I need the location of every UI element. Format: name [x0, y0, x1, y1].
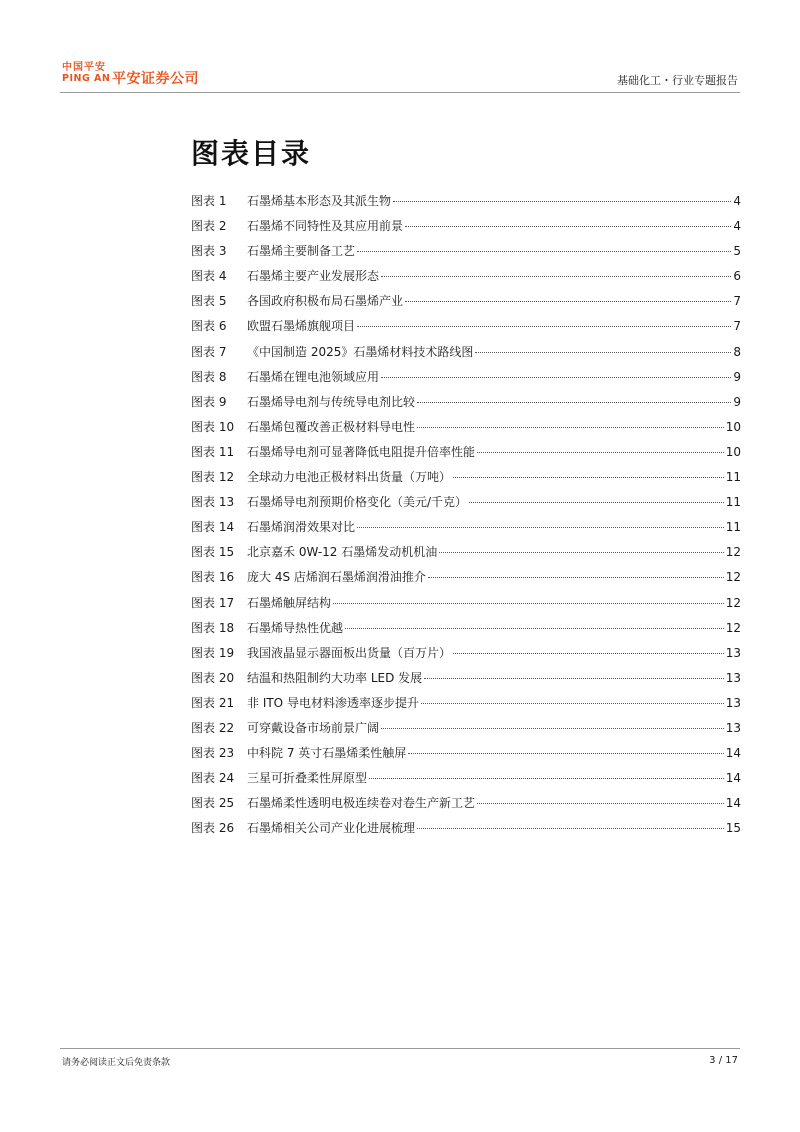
- toc-entry[interactable]: [191, 670, 741, 695]
- ping-an-logo: [62, 62, 212, 92]
- toc-entry-label: 图表 8: [191, 369, 227, 384]
- toc-entry[interactable]: [191, 344, 741, 369]
- toc-entry[interactable]: [191, 519, 741, 544]
- toc-entry-label: 图表 25: [191, 796, 235, 811]
- toc-entry-page: 7: [733, 319, 741, 334]
- toc-entry-title: 石墨烯主要产业发展形态: [247, 269, 380, 284]
- toc-entry[interactable]: [191, 218, 741, 243]
- toc-entry-page: 11: [725, 520, 741, 535]
- toc-entry-leader: [417, 402, 731, 403]
- toc-entry-label: 图表 1: [191, 194, 227, 208]
- toc-entry-leader: [393, 201, 731, 202]
- toc-entry-title: 三星可折叠柔性屏原型: [247, 771, 368, 786]
- toc-entry[interactable]: [191, 469, 741, 494]
- toc-entry-leader: [417, 828, 724, 829]
- toc-entry-page: 15: [725, 821, 741, 836]
- toc-entry-title: 庞大 4S 店烯润石墨烯润滑油推介: [247, 570, 426, 585]
- toc-entry-title: 我国液晶显示器面板出货量（百万片）: [247, 645, 452, 660]
- toc-entry-label: 图表 23: [191, 746, 235, 761]
- page-title: 图表目录: [191, 137, 312, 170]
- footer-disclaimer: 请务必阅读正文后免责条款: [62, 1058, 171, 1068]
- toc-entry[interactable]: [191, 795, 741, 820]
- toc-entry-page: 13: [725, 695, 741, 710]
- toc-entry-page: 6: [733, 269, 741, 284]
- toc-entry-label: 图表 16: [191, 570, 235, 585]
- toc-entry[interactable]: [191, 369, 741, 394]
- toc-entry-leader: [369, 778, 724, 779]
- toc-entry-title: 结温和热阻制约大功率 LED 发展: [247, 670, 423, 685]
- toc-entry-title: 石墨烯在锂电池领域应用: [247, 369, 380, 384]
- logo-company-name: 平安证券公司: [112, 71, 199, 87]
- toc-entry-page: 14: [725, 771, 741, 786]
- toc-entry-title: 各国政府积极布局石墨烯产业: [247, 294, 404, 309]
- toc-entry-title: 北京嘉禾 0W-12 石墨烯发动机机油: [247, 545, 438, 560]
- toc-entry-page: 14: [725, 746, 741, 761]
- toc-entry-leader: [381, 276, 731, 277]
- toc-entry-page: 9: [733, 394, 741, 409]
- toc-entry-label: 图表 6: [191, 319, 227, 334]
- toc-entry-leader: [453, 653, 724, 654]
- toc-entry[interactable]: [191, 770, 741, 795]
- toc-entry[interactable]: [191, 444, 741, 469]
- toc-entry-leader: [357, 326, 731, 327]
- toc-entry-label: 图表 5: [191, 294, 227, 309]
- toc-entry-leader: [333, 603, 724, 604]
- toc-entry-page: 10: [725, 419, 741, 434]
- toc-entry-title: 中科院 7 英寸石墨烯柔性触屏: [247, 746, 407, 761]
- toc-entry-page: 12: [725, 545, 741, 560]
- toc-entry-page: 10: [725, 444, 741, 459]
- toc-entry[interactable]: [191, 243, 741, 268]
- toc-entry[interactable]: [191, 494, 741, 519]
- toc-entry-leader: [439, 552, 723, 553]
- page-header: [0, 0, 800, 100]
- toc-entry-page: 5: [733, 244, 741, 259]
- toc-entry-leader: [381, 377, 731, 378]
- toc-entry-leader: [405, 301, 731, 302]
- figure-toc-list: [191, 193, 741, 845]
- toc-entry-title: 《中国制造 2025》石墨烯材料技术路线图: [247, 344, 474, 359]
- toc-entry[interactable]: [191, 620, 741, 645]
- toc-entry-label: 图表 19: [191, 645, 235, 660]
- toc-entry-title: 石墨烯包覆改善正极材料导电性: [247, 419, 416, 434]
- toc-entry-label: 图表 13: [191, 495, 235, 510]
- toc-entry-leader: [345, 628, 724, 629]
- toc-entry-page: 13: [725, 670, 741, 685]
- report-type: 基础化工・行业专题报告: [617, 74, 738, 87]
- toc-entry-title: 石墨烯基本形态及其派生物: [247, 194, 392, 208]
- toc-entry[interactable]: [191, 544, 741, 569]
- toc-entry-page: 9: [733, 369, 741, 384]
- toc-entry[interactable]: [191, 569, 741, 594]
- toc-entry-leader: [475, 352, 731, 353]
- toc-entry[interactable]: [191, 720, 741, 745]
- toc-entry-leader: [408, 753, 723, 754]
- toc-entry[interactable]: [191, 268, 741, 293]
- toc-entry[interactable]: [191, 695, 741, 720]
- toc-entry-title: 石墨烯导电剂可显著降低电阻提升倍率性能: [247, 444, 476, 459]
- toc-entry-label: 图表 10: [191, 419, 235, 434]
- toc-entry-leader: [453, 477, 724, 478]
- toc-entry-page: 14: [725, 796, 741, 811]
- toc-entry[interactable]: [191, 193, 741, 218]
- header-divider: [60, 92, 740, 93]
- toc-entry-leader: [381, 728, 724, 729]
- toc-entry-leader: [405, 226, 731, 227]
- toc-entry-label: 图表 18: [191, 620, 235, 635]
- toc-entry[interactable]: [191, 419, 741, 444]
- toc-entry-page: 13: [725, 645, 741, 660]
- toc-entry-title: 非 ITO 导电材料渗透率逐步提升: [247, 695, 419, 710]
- toc-entry-label: 图表 4: [191, 269, 227, 284]
- footer-divider: [60, 1048, 740, 1049]
- toc-entry-title: 欧盟石墨烯旗舰项目: [247, 319, 356, 334]
- toc-entry-label: 图表 7: [191, 344, 227, 359]
- toc-entry-title: 石墨烯导电剂与传统导电剂比较: [247, 394, 416, 409]
- toc-entry-leader: [421, 703, 724, 704]
- toc-entry-label: 图表 17: [191, 595, 235, 610]
- toc-entry-title: 石墨烯不同特性及其应用前景: [247, 219, 404, 234]
- logo-line2: PING AN: [62, 73, 111, 84]
- toc-entry-leader: [357, 251, 731, 252]
- toc-entry-title: 石墨烯主要制备工艺: [247, 244, 356, 259]
- toc-entry-leader: [477, 803, 724, 804]
- toc-entry-page: 12: [725, 570, 741, 585]
- toc-entry-label: 图表 24: [191, 771, 235, 786]
- toc-entry-leader: [424, 678, 724, 679]
- toc-entry-label: 图表 26: [191, 821, 235, 836]
- toc-entry[interactable]: [191, 820, 741, 845]
- toc-entry-label: 图表 9: [191, 394, 227, 409]
- toc-entry-leader: [428, 577, 724, 578]
- toc-entry-leader: [417, 427, 724, 428]
- logo-mark: [62, 62, 110, 84]
- toc-entry-page: 4: [733, 194, 741, 208]
- toc-entry-label: 图表 22: [191, 720, 235, 735]
- toc-entry[interactable]: [191, 394, 741, 419]
- toc-entry-title: 石墨烯导热性优越: [247, 620, 344, 635]
- toc-entry-label: 图表 11: [191, 444, 235, 459]
- toc-entry-label: 图表 15: [191, 545, 235, 560]
- toc-entry-page: 11: [725, 470, 741, 485]
- toc-entry-title: 石墨烯相关公司产业化进展梳理: [247, 821, 416, 836]
- toc-entry[interactable]: [191, 645, 741, 670]
- toc-entry-page: 12: [725, 595, 741, 610]
- toc-entry-label: 图表 20: [191, 670, 235, 685]
- toc-entry-page: 4: [733, 219, 741, 234]
- toc-entry-leader: [357, 527, 724, 528]
- toc-entry[interactable]: [191, 293, 741, 318]
- logo-line1: 中国平安: [62, 62, 106, 73]
- toc-entry-page: 12: [725, 620, 741, 635]
- toc-entry-label: 图表 14: [191, 520, 235, 535]
- toc-entry[interactable]: [191, 318, 741, 343]
- toc-entry-title: 石墨烯导电剂预期价格变化（美元/千克）: [247, 495, 468, 510]
- toc-entry-title: 石墨烯柔性透明电极连续卷对卷生产新工艺: [247, 796, 476, 811]
- toc-entry-page: 7: [733, 294, 741, 309]
- toc-entry-title: 石墨烯触屏结构: [247, 595, 332, 610]
- toc-entry-label: 图表 2: [191, 219, 227, 234]
- toc-entry-label: 图表 21: [191, 695, 235, 710]
- toc-entry-label: 图表 3: [191, 244, 227, 259]
- toc-entry-leader: [469, 502, 724, 503]
- footer-page-number: 3 / 17: [709, 1055, 738, 1066]
- toc-entry-title: 全球动力电池正极材料出货量（万吨）: [247, 470, 452, 485]
- toc-entry-title: 石墨烯润滑效果对比: [247, 520, 356, 535]
- toc-entry-title: 可穿戴设备市场前景广阔: [247, 720, 380, 735]
- toc-entry[interactable]: [191, 595, 741, 620]
- toc-entry-leader: [477, 452, 724, 453]
- toc-entry-label: 图表 12: [191, 470, 235, 485]
- toc-entry-page: 8: [733, 344, 741, 359]
- toc-entry[interactable]: [191, 745, 741, 770]
- toc-entry-page: 13: [725, 720, 741, 735]
- toc-entry-page: 11: [725, 495, 741, 510]
